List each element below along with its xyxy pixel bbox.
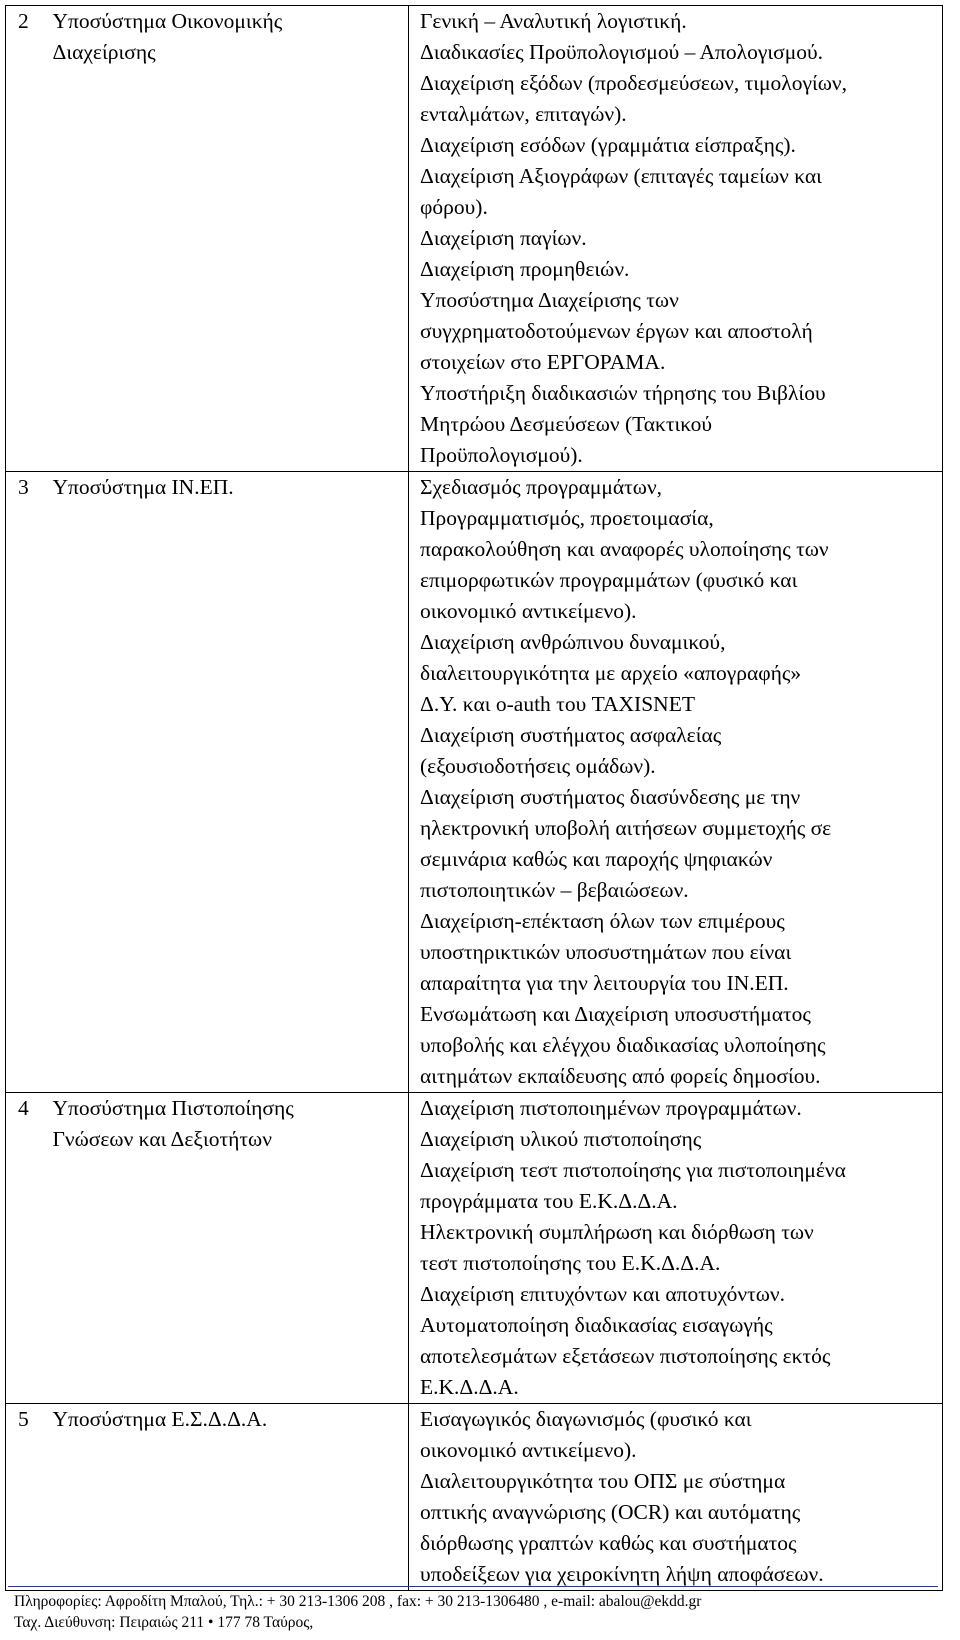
description-line: Διαχείριση εσόδων (γραμμάτια είσπραξης). [420,133,796,157]
subsystem-name-line: Γνώσεων και Δεξιοτήτων [52,1127,272,1151]
description-line: (εξουσιοδοτήσεις ομάδων). [420,754,656,778]
subsystems-table [5,5,943,1591]
subsystem-name-line: Υποσύστημα Ε.Σ.Δ.Δ.Α. [52,1407,268,1431]
description-line: Σχεδιασμός προγραμμάτων, [420,475,663,499]
description-line: Μητρώου Δεσμεύσεων (Τακτικού [420,412,713,436]
description-line: διαλειτουργικότητα με αρχείο «απογραφής» [420,661,802,685]
description-line: Διαχείριση-επέκταση όλων των επιμέρους [420,909,785,933]
row-number-cell: 5 [6,1404,42,1591]
description-line: Εισαγωγικός διαγωνισμός (φυσικό και [420,1407,752,1431]
description-line: Γενική – Αναλυτική λογιστική. [420,9,687,33]
description-line: Ε.Κ.Δ.Δ.Α. [420,1375,519,1399]
description-line: προγράμματα του Ε.Κ.Δ.Δ.Α. [420,1189,678,1213]
row-number-cell: 4 [6,1093,42,1404]
table-row [6,472,943,1093]
description-line: Ενσωμάτωση και Διαχείριση υποσυστήματος [420,1002,811,1026]
description-line: Υποστήριξη διαδικασιών τήρησης του Βιβλίου [420,381,826,405]
description-line: Διαχείριση συστήματος ασφαλείας [420,723,722,747]
description-line: Διαχείριση ανθρώπινου δυναμικού, [420,630,726,654]
subsystem-description-cell [409,1093,943,1404]
table-row [6,6,943,472]
description-line: αιτημάτων εκπαίδευσης από φορείς δημοσίου. [420,1064,821,1088]
description-line: συγχρηματοδοτούμενων έργων και αποστολή [420,319,813,343]
row-number-cell: 3 [6,472,42,1093]
description-line: σεμινάρια καθώς και παροχής ψηφιακών [420,847,773,871]
description-line: ηλεκτρονική υποβολή αιτήσεων συμμετοχής σε [420,816,832,840]
footer-contact-info: Πληροφορίες: Αφροδίτη Μπαλού, Τηλ.: + 30 213-1306 208 , fax: + 30 213-1306480 , e-mail: abalou@ekdd.gr [14,1593,702,1610]
description-line: υποδείξεων για χειροκίνητη λήψη αποφάσεων. [420,1562,824,1586]
page-footer [14,1591,934,1633]
description-line: διόρθωσης γραπτών καθώς και συστήματος [420,1531,797,1555]
description-line: οικονομικό αντικείμενο). [420,1438,637,1462]
subsystem-name-line: Υποσύστημα ΙΝ.ΕΠ. [52,475,234,499]
description-line: επιμορφωτικών προγραμμάτων (φυσικό και [420,568,798,592]
subsystem-name-cell [42,1404,409,1591]
description-line: Διαχείριση προμηθειών. [420,257,630,281]
description-line: απαραίτητα για την λειτουργία του ΙΝ.ΕΠ. [420,971,789,995]
description-line: αποτελεσμάτων εξετάσεων πιστοποίησης εκτός [420,1344,831,1368]
subsystems-table-body [6,6,943,1591]
description-line: οπτικής αναγνώρισης (OCR) και αυτόματης [420,1500,801,1524]
subsystem-description-cell [409,6,943,472]
description-line: τεστ πιστοποίησης του Ε.Κ.Δ.Δ.Α. [420,1251,721,1275]
subsystem-name-line: Υποσύστημα Οικονομικής [52,9,283,33]
row-number-cell: 2 [6,6,42,472]
table-row [6,1093,943,1404]
footer-address: Ταχ. Διεύθυνση: Πειραιώς 211 • 177 78 Ταύρος, [14,1614,314,1631]
description-line: Δ.Υ. και o-auth του TAXISNET [420,692,695,716]
description-line: Διαχείριση παγίων. [420,226,587,250]
description-line: Προϋπολογισμού). [420,443,583,467]
subsystem-name-line: Υποσύστημα Πιστοποίησης [52,1096,294,1120]
description-line: Διαχείριση τεστ πιστοποίησης για πιστοποιημένα [420,1158,846,1182]
description-line: υποστηρικτικών υποσυστημάτων που είναι [420,940,792,964]
description-line: ενταλμάτων, επιταγών). [420,102,627,126]
description-line: υποβολής και ελέγχου διαδικασίας υλοποίησης [420,1033,826,1057]
subsystem-name-cell [42,1093,409,1404]
description-line: Διαχείριση επιτυχόντων και αποτυχόντων. [420,1282,785,1306]
subsystem-name-line: Διαχείρισης [52,40,156,64]
description-line: Διαχείριση Αξιογράφων (επιταγές ταμείων και [420,164,822,188]
description-line: παρακολούθηση και αναφορές υλοποίησης των [420,537,829,561]
description-line: φόρου). [420,195,488,219]
description-line: πιστοποιητικών – βεβαιώσεων. [420,878,689,902]
description-line: Προγραμματισμός, προετοιμασία, [420,506,714,530]
description-line: Διαδικασίες Προϋπολογισμού – Απολογισμού. [420,40,824,64]
description-line: οικονομικό αντικείμενο). [420,599,637,623]
description-line: Διαχείριση πιστοποιημένων προγραμμάτων. [420,1096,802,1120]
subsystem-name-cell [42,6,409,472]
description-line: Διαχείριση υλικού πιστοποίησης [420,1127,702,1151]
table-row [6,1404,943,1591]
subsystem-description-cell [409,472,943,1093]
description-line: Διαλειτουργικότητα του ΟΠΣ με σύστημα [420,1469,786,1493]
description-line: Διαχείριση συστήματος διασύνδεσης με την [420,785,801,809]
description-line: Ηλεκτρονική συμπλήρωση και διόρθωση των [420,1220,814,1244]
subsystem-description-cell [409,1404,943,1591]
subsystem-name-cell [42,472,409,1093]
footer-divider [8,1586,938,1587]
description-line: στοιχείων στο ΕΡΓΟΡΑΜΑ. [420,350,666,374]
description-line: Υποσύστημα Διαχείρισης των [420,288,679,312]
description-line: Αυτοματοποίηση διαδικασίας εισαγωγής [420,1313,773,1337]
description-line: Διαχείριση εξόδων (προδεσμεύσεων, τιμολογίων, [420,71,847,95]
